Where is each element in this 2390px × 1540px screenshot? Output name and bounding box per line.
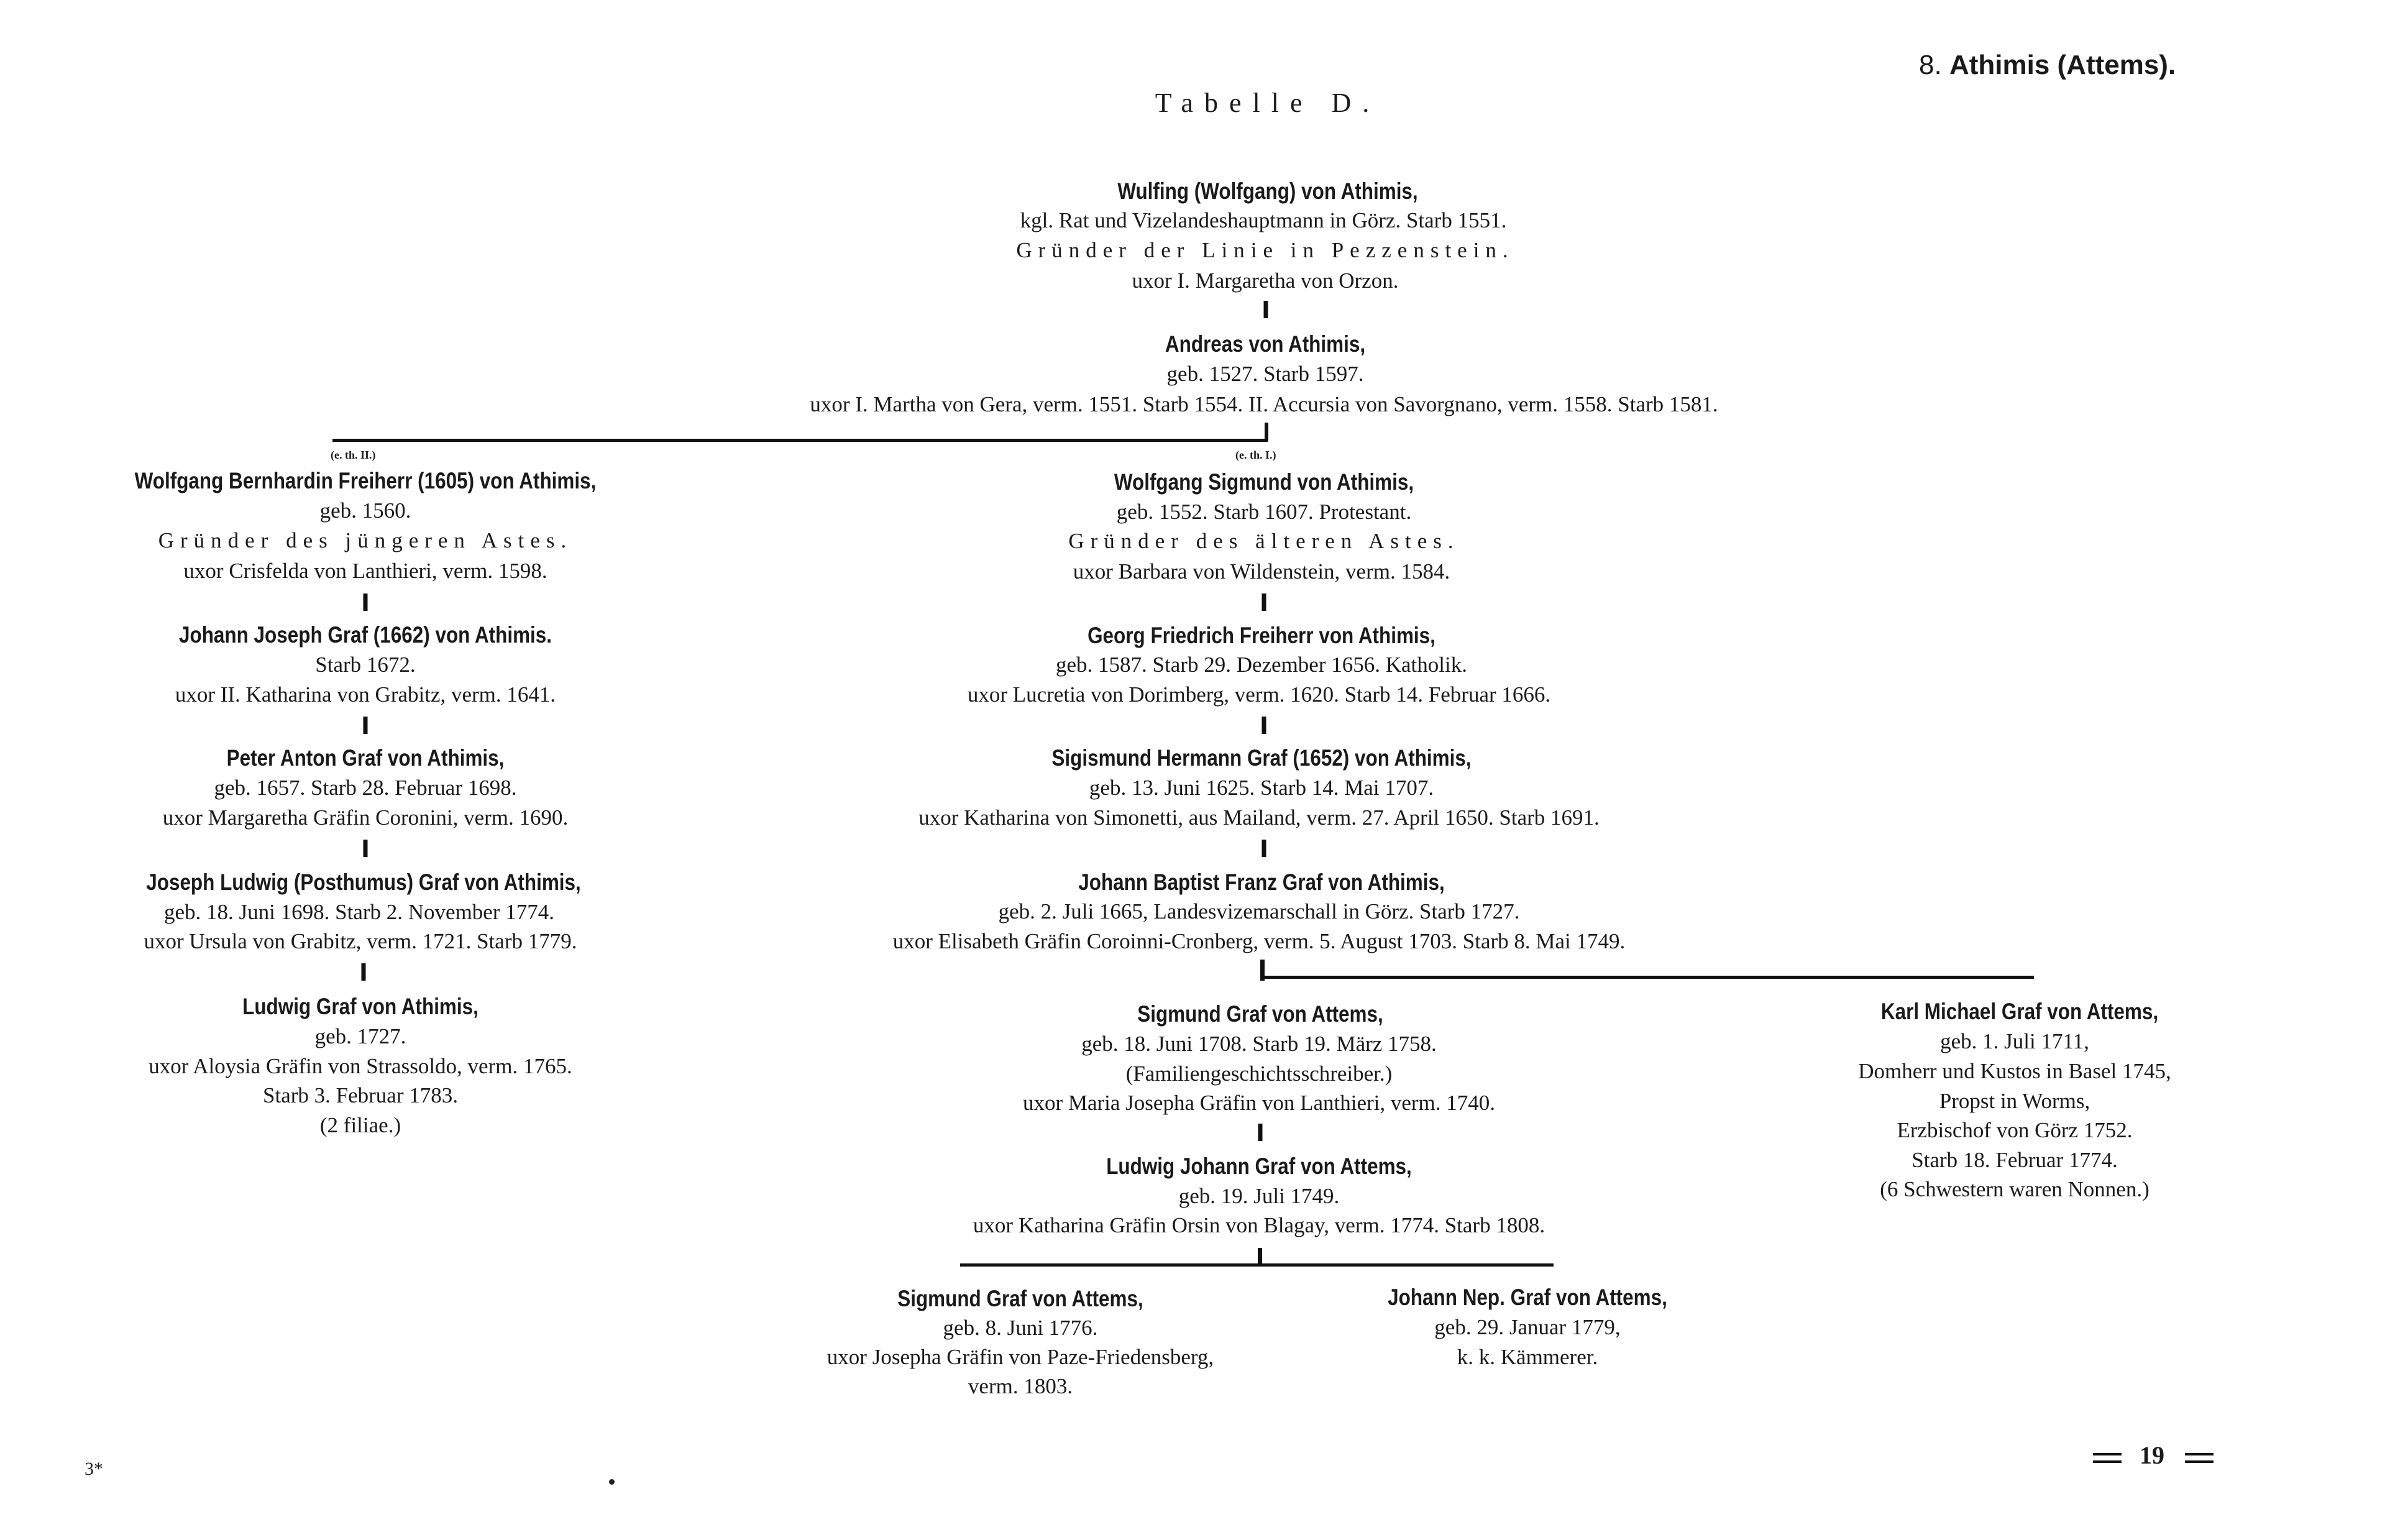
person-detail: geb. 1727. [314,1024,406,1048]
person-detail: Erzbischof von Görz 1752. [1897,1118,2133,1142]
person-name: Ludwig Johann Graf von Attems, [1106,1153,1412,1179]
header-family-name: Athimis (Attems). [1949,50,2176,80]
root-name: Wulfing (Wolfgang) von Athimis, [1117,178,1418,204]
children-bracket-stem [1258,1248,1262,1267]
branch-mark-left: (e. th. II.) [331,449,376,461]
children-bracket-line [960,1263,1554,1267]
descent-line [364,840,368,857]
branch-bracket-stem [1265,423,1268,441]
person-name: Joseph Ludwig (Posthumus) Graf von Athimis, [146,869,581,895]
person-detail: Gründer des älteren Astes. [1068,529,1460,553]
table-title: Tabelle D. [1155,88,1381,118]
descent-line [1262,717,1266,734]
sibling-bracket-line [1260,976,2034,979]
page-number: 19 [2140,1441,2164,1469]
person-detail: (Familiengeschichtsschreiber.) [1125,1061,1393,1086]
descent-line [362,963,366,981]
person-name: Georg Friedrich Freiherr von Athimis, [1087,623,1435,648]
person-detail: geb. 18. Juni 1708. Starb 19. März 1758. [1081,1032,1437,1056]
person-detail: uxor Katharina von Simonetti, aus Mailand, verm. 27. April 1650. Starb 1691. [918,805,1600,830]
person-name: Wolfgang Bernhardin Freiherr (1605) von Athimis, [134,468,597,493]
descent-line [1262,840,1266,857]
person-detail: Domherr und Kustos in Basel 1745, [1858,1059,2171,1083]
descent-line [364,717,368,734]
page-number-rule [2093,1453,2122,1455]
person-name: Sigmund Graf von Attems, [897,1286,1143,1311]
andreas-line-1: geb. 1527. Starb 1597. [1166,362,1364,386]
person-detail: uxor Katharina Gräfin Orsin von Blagay, verm. 1774. Starb 1808. [973,1213,1545,1237]
person-detail: uxor Josepha Gräfin von Paze-Friedensberg, [826,1345,1214,1369]
descent-line [1262,594,1266,611]
andreas-name: Andreas von Athimis, [1165,331,1366,357]
person-detail: uxor Ursula von Grabitz, verm. 1721. Starb 1779. [144,929,577,953]
page-number-rule [2185,1453,2214,1455]
person-detail: geb. 29. Januar 1779, [1434,1315,1621,1339]
person-detail: Starb 3. Februar 1783. [263,1083,458,1107]
person-detail: geb. 1587. Starb 29. Dezember 1656. Katholik. [1056,653,1467,677]
person-detail: verm. 1803. [968,1374,1073,1398]
ink-speck [609,1479,615,1485]
person-detail: geb. 2. Juli 1665, Landesvizemarschall in Görz. Starb 1727. [998,899,1520,924]
person-name: Johann Baptist Franz Graf von Athimis, [1078,869,1445,895]
person-detail: uxor Elisabeth Gräfin Coroinni-Cronberg, verm. 5. August 1703. Starb 8. Mai 1749. [892,929,1626,953]
person-detail: uxor Crisfelda von Lanthieri, verm. 1598. [183,559,547,583]
footer-signature-mark: 3* [85,1459,103,1479]
person-detail: geb. 1560. [319,498,411,523]
person-detail: geb. 13. Juni 1625. Starb 14. Mai 1707. [1089,776,1434,800]
root-line-1: kgl. Rat und Vizelandeshauptmann in Görz. Starb 1551. [1020,208,1507,232]
person-detail: uxor II. Katharina von Grabitz, verm. 1641. [175,682,556,707]
person-detail: geb. 1657. Starb 28. Februar 1698. [214,776,517,800]
person-name: Ludwig Graf von Athimis, [242,994,478,1019]
person-detail: k. k. Kämmerer. [1457,1345,1598,1369]
person-name: Wolfgang Sigmund von Athimis, [1114,469,1414,495]
root-line-2: Gründer der Linie in Pezzenstein. [1016,238,1514,262]
descent-line [1258,1124,1263,1141]
person-detail: uxor Barbara von Wildenstein, verm. 1584. [1073,559,1450,584]
person-detail: geb. 1. Juli 1711, [1940,1029,2089,1053]
person-name: Sigmund Graf von Attems, [1137,1001,1383,1027]
person-detail: uxor Aloysia Gräfin von Strassoldo, verm. 1765. [149,1054,572,1078]
person-detail: geb. 18. Juni 1698. Starb 2. November 1774. [164,900,554,924]
branch-bracket-line [332,439,1268,442]
person-detail: Starb 18. Februar 1774. [1912,1148,2118,1172]
person-name: Peter Anton Graf von Athimis, [226,745,505,771]
page-header [1919,50,2176,81]
person-name: Johann Nep. Graf von Attems, [1388,1285,1667,1310]
person-detail: uxor Margaretha Gräfin Coronini, verm. 1690. [162,805,569,830]
person-detail: geb. 19. Juli 1749. [1178,1184,1340,1208]
person-detail: uxor Lucretia von Dorimberg, verm. 1620. Starb 14. Februar 1666. [967,682,1551,707]
person-detail: Starb 1672. [315,653,416,677]
person-detail: (6 Schwestern waren Nonnen.) [1880,1177,2150,1201]
person-name: Karl Michael Graf von Attems, [1880,999,2159,1024]
page-number-rule [2185,1460,2214,1463]
person-name: Sigismund Hermann Graf (1652) von Athimis, [1051,745,1472,771]
person-detail: geb. 8. Juni 1776. [943,1316,1098,1340]
header-number: 8. [1919,50,1942,80]
person-detail: Gründer des jüngeren Astes. [158,528,573,552]
person-name: Johann Joseph Graf (1662) von Athimis. [178,622,552,648]
andreas-line-2: uxor I. Martha von Gera, verm. 1551. Starb 1554. II. Accursia von Savorgnano, verm. 1558. Starb 1581. [810,392,1718,416]
person-detail: Propst in Worms, [1939,1089,2090,1113]
person-detail: geb. 1552. Starb 1607. Protestant. [1116,500,1412,524]
person-detail: (2 filiae.) [319,1113,401,1137]
person-detail: uxor Maria Josepha Gräfin von Lanthieri, verm. 1740. [1022,1091,1496,1115]
root-line-3: uxor I. Margaretha von Orzon. [1132,268,1399,293]
branch-mark-right: (e. th. I.) [1235,449,1276,461]
page-number-rule [2093,1460,2122,1463]
descent-line [1264,301,1268,318]
descent-line [364,594,368,611]
